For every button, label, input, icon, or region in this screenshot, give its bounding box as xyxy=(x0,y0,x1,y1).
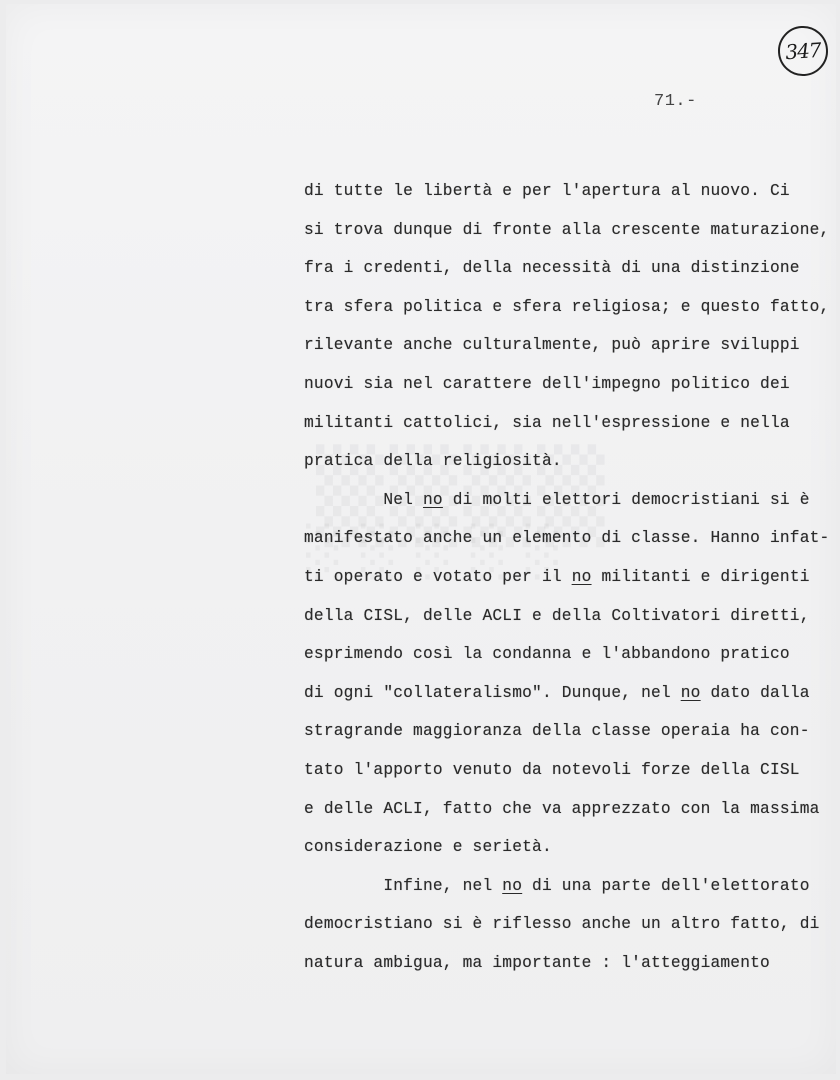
document-page xyxy=(6,4,836,1074)
body-line: ti operato e votato per il no militanti e dirigenti xyxy=(304,567,810,586)
typewritten-body xyxy=(304,179,840,989)
body-line: stragrande maggioranza della classe operaia ha con- xyxy=(304,722,810,741)
body-line: Infine, nel no di una parte dell'elettorato xyxy=(304,876,810,895)
body-line: della CISL, delle ACLI e della Coltivatori diretti, xyxy=(304,606,810,625)
body-line: pratica della religiosità. xyxy=(304,452,562,471)
body-line: di tutte le libertà e per l'apertura al nuovo. Ci xyxy=(304,182,790,200)
body-line: Nel no di molti elettori democristiani si è xyxy=(304,490,810,509)
folio-stamp xyxy=(776,24,829,77)
body-line: considerazione e serietà. xyxy=(304,838,552,857)
folio-stamp-number: 347 xyxy=(784,37,822,65)
body-line: manifestato anche un elemento di classe. Hanno infat- xyxy=(304,529,830,548)
body-line: esprimendo così la condanna e l'abbandono pratico xyxy=(304,645,790,664)
body-line: e delle ACLI, fatto che va apprezzato con la massima xyxy=(304,799,820,818)
page-number: 71.- xyxy=(654,92,697,111)
body-line: natura ambigua, ma importante : l'atteggiamento xyxy=(304,953,770,972)
body-line: tra sfera politica e sfera religiosa; e questo fatto, xyxy=(304,297,830,316)
body-line: di ogni "collateralismo". Dunque, nel no dato dalla xyxy=(304,683,810,702)
body-line: nuovi sia nel carattere dell'impegno politico dei xyxy=(304,374,790,393)
body-line: rilevante anche culturalmente, può aprire sviluppi xyxy=(304,336,800,355)
body-line: tato l'apporto venuto da notevoli forze della CISL xyxy=(304,760,800,779)
body-line: democristiano si è riflesso anche un altro fatto, di xyxy=(304,915,820,934)
body-line: militanti cattolici, sia nell'espressione e nella xyxy=(304,413,790,432)
body-line: si trova dunque di fronte alla crescente maturazione, xyxy=(304,220,830,239)
body-line: fra i credenti, della necessità di una distinzione xyxy=(304,259,800,278)
